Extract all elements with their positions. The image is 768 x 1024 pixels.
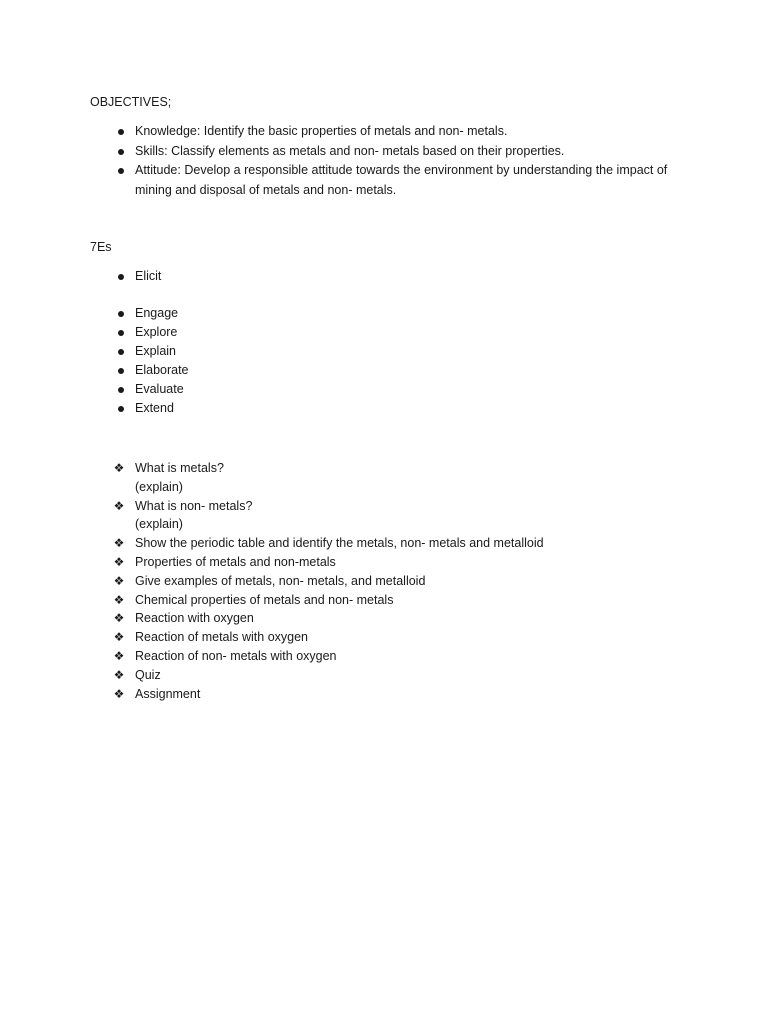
topic-text: Chemical properties of metals and non- metals [135, 592, 394, 607]
list-item [90, 342, 690, 361]
bullet-icon [114, 380, 128, 399]
phase-text: Extend [135, 401, 174, 415]
topic-text: Reaction of metals with oxygen [135, 630, 309, 645]
topic-subtext: (explain) [135, 479, 183, 494]
bullet-icon [114, 122, 128, 142]
diamond-bullet-icon: ❖ [113, 667, 125, 682]
diamond-bullet-icon: ❖ [113, 498, 125, 513]
list-item [90, 685, 690, 704]
objectives-list [90, 122, 690, 200]
list-item [90, 666, 690, 685]
list-item [90, 361, 690, 380]
list-item [90, 161, 690, 200]
diamond-bullet-icon: ❖ [113, 648, 125, 663]
list-item [90, 591, 690, 610]
phase-text: Evaluate [135, 382, 184, 396]
diamond-bullet-icon: ❖ [113, 554, 125, 569]
diamond-bullet-icon: ❖ [113, 536, 125, 551]
elicit-list [90, 267, 690, 286]
list-item [90, 553, 690, 572]
diamond-bullet-icon: ❖ [113, 573, 125, 588]
topic-subtext: (explain) [135, 517, 183, 532]
topic-text: What is metals? [135, 461, 224, 475]
list-item [90, 267, 690, 286]
phases-list [90, 304, 690, 418]
objective-text: Attitude: Develop a responsible attitude towards the environment by understanding the impact of mining and disposal of metals and non- metals. [135, 163, 668, 197]
bullet-icon [114, 267, 128, 286]
topic-text: Properties of metals and non-metals [135, 554, 336, 569]
phase-text: Elaborate [135, 363, 189, 377]
bullet-icon [114, 142, 128, 162]
topic-text: Give examples of metals, non- metals, and metalloid [135, 573, 426, 588]
list-item [90, 628, 690, 647]
bullet-icon [114, 304, 128, 323]
topic-text: What is non- metals? [135, 498, 253, 513]
topic-text: Show the periodic table and identify the metals, non- metals and metalloid [135, 536, 544, 551]
list-item [90, 142, 690, 162]
bullet-icon [114, 399, 128, 418]
bullet-icon [114, 323, 128, 342]
diamond-bullet-icon: ❖ [113, 461, 125, 475]
list-item [90, 609, 690, 628]
objective-text: Skills: Classify elements as metals and non- metals based on their properties. [135, 143, 565, 158]
objectives-heading: OBJECTIVES; [90, 95, 172, 109]
diamond-bullet-icon: ❖ [113, 630, 125, 645]
list-item [90, 534, 690, 553]
topic-text: Reaction with oxygen [135, 611, 254, 626]
diamond-bullet-icon: ❖ [113, 611, 125, 626]
phase-text: Engage [135, 306, 179, 320]
list-item [90, 497, 690, 535]
list-item [90, 323, 690, 342]
objective-text: Knowledge: Identify the basic properties of metals and non- metals. [135, 124, 508, 138]
phase-text: Explain [135, 344, 176, 358]
list-item [90, 304, 690, 323]
topics-list [90, 459, 690, 703]
list-item [90, 399, 690, 418]
seven-es-heading: 7Es [90, 240, 112, 254]
bullet-icon [114, 161, 128, 181]
list-item [90, 647, 690, 666]
phase-text: Explore [135, 325, 178, 339]
bullet-icon [114, 342, 128, 361]
list-item [90, 122, 690, 142]
topic-text: Assignment [135, 686, 201, 701]
bullet-icon [114, 361, 128, 380]
phase-text: Elicit [135, 269, 162, 283]
topic-text: Quiz [135, 667, 161, 682]
topic-text: Reaction of non- metals with oxygen [135, 648, 337, 663]
list-item [90, 459, 690, 497]
list-item [90, 380, 690, 399]
diamond-bullet-icon: ❖ [113, 686, 125, 701]
list-item [90, 572, 690, 591]
diamond-bullet-icon: ❖ [113, 592, 125, 607]
